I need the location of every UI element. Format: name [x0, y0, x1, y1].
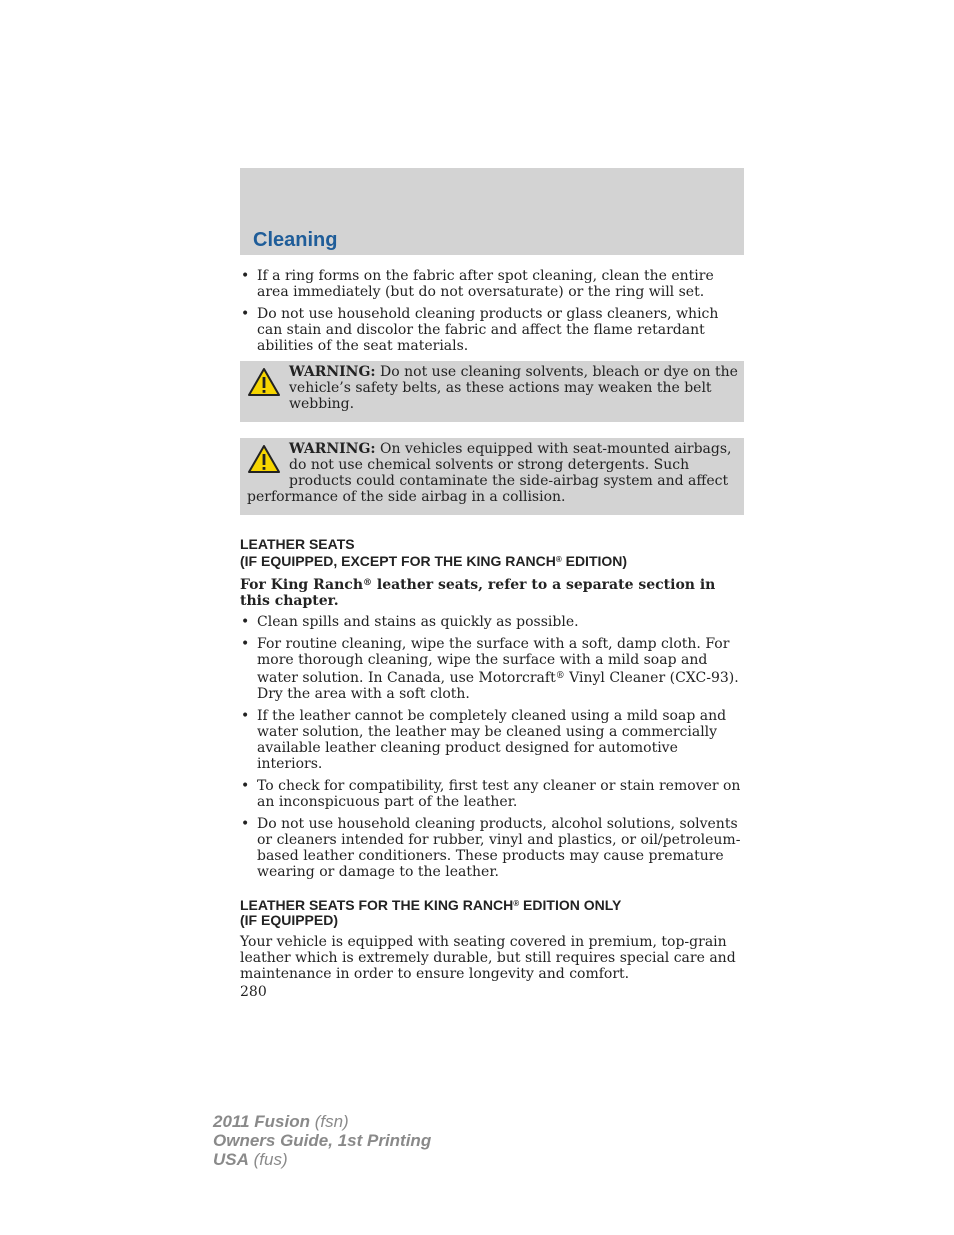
registered-mark: ® — [513, 899, 520, 908]
item-text: Vinyl Cleaner (CXC-93). Dry the area with a soft cloth. — [257, 670, 739, 702]
footer-code: (fus) — [248, 1150, 288, 1169]
warning-box — [240, 438, 744, 515]
heading-line: LEATHER SEATS — [240, 536, 355, 552]
item-text: If the leather cannot be completely cleaned using a mild soap and water solution, the leather may be cleaned using a commercially available leather cleaning product designed for automotive interiors. — [257, 708, 727, 772]
warning-triangle-icon — [247, 367, 281, 397]
warning-triangle-icon — [247, 444, 281, 474]
warning-label: WARNING: — [289, 364, 376, 380]
note-text: leather seats, refer to a separate section in this chapter. — [240, 577, 716, 609]
page-content — [240, 268, 744, 1000]
footer-code: (fsn) — [310, 1112, 349, 1131]
footer-line — [213, 1150, 431, 1169]
heading-leather-seats — [240, 537, 744, 569]
heading-king-ranch-leather — [240, 896, 744, 928]
king-ranch-paragraph: Your vehicle is equipped with seating covered in premium, top-grain leather which is extremely durable, but still requires special care and maintenance in order to ensure longevity and comfort. — [240, 934, 736, 982]
list-item: • Do not use household cleaning products or glass cleaners, which can stain and discolor the fabric and affect the flame retardant abilities of the seat materials. — [240, 306, 744, 354]
king-ranch-note — [240, 575, 744, 609]
heading-line: EDITION ONLY — [519, 897, 622, 913]
footer-model: 2011 Fusion — [213, 1112, 310, 1131]
warning-text: Do not use cleaning solvents, bleach or dye on the vehicle’s safety belts, as these actions may weaken the belt webbing. — [289, 364, 738, 412]
list-item — [240, 614, 744, 630]
footer-guide: Owners Guide, 1st Printing — [213, 1131, 432, 1150]
heading-line: (IF EQUIPPED) — [240, 912, 339, 928]
footer-line — [213, 1112, 431, 1131]
list-item — [240, 636, 744, 702]
footer-edition-info — [213, 1112, 431, 1169]
bullet-list-leather — [240, 614, 744, 880]
page-number: 280 — [240, 984, 267, 1000]
list-item — [240, 708, 744, 772]
list-item — [240, 778, 744, 810]
section-header — [240, 168, 744, 255]
item-text: Clean spills and stains as quickly as possible. — [257, 614, 579, 630]
item-text: Do not use household cleaning products, alcohol solutions, solvents or cleaners intended for rubber, vinyl and plastics, or oil/petroleum-based leather conditioners. These products may cause premature wearing or damage to the leather. — [257, 816, 741, 880]
bullet-list-top — [240, 268, 744, 354]
footer-market: USA — [213, 1150, 249, 1169]
heading-line: (IF EQUIPPED, EXCEPT FOR THE KING RANCH — [240, 553, 556, 569]
note-text: For King Ranch — [240, 577, 363, 593]
footer-line — [213, 1131, 431, 1150]
heading-line: LEATHER SEATS FOR THE KING RANCH — [240, 897, 514, 913]
item-text: To check for compatibility, first test any cleaner or stain remover on an inconspicuous part of the leather. — [257, 778, 741, 810]
registered-mark: ® — [555, 555, 562, 564]
warning-text: On vehicles equipped with seat-mounted airbags, do not use chemical solvents or strong detergents. Such products could contaminate the side-airbag system and affect performance of the side airbag in a collision. — [247, 441, 732, 505]
heading-line: EDITION) — [561, 553, 628, 569]
warning-box — [240, 361, 744, 422]
item-text: For routine cleaning, wipe the surface with a soft, damp cloth. For more thorough cleaning, wipe the surface with a mild soap and water solution. In Canada, use Motorcraft — [257, 636, 730, 686]
section-title: Cleaning — [253, 229, 338, 251]
list-item — [240, 816, 744, 880]
warning-label: WARNING: — [289, 441, 376, 457]
list-item: • If a ring forms on the fabric after spot cleaning, clean the entire area immediately (but do not oversaturate) or the ring will set. — [240, 268, 744, 300]
registered-mark: ® — [363, 578, 372, 588]
registered-mark: ® — [555, 671, 565, 681]
